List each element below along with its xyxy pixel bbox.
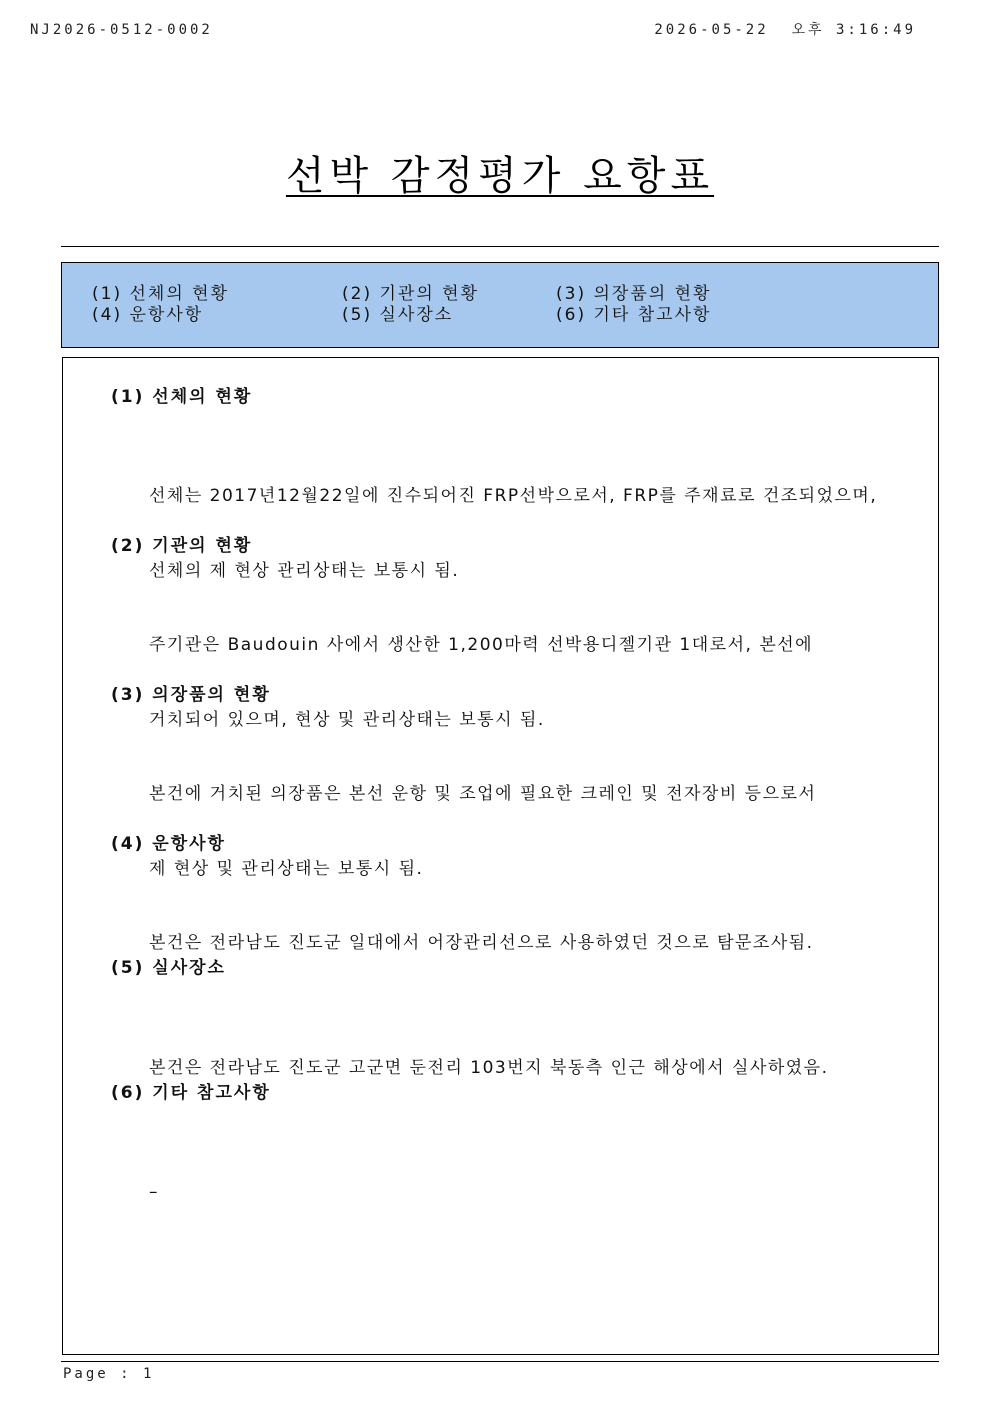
section-heading-engine: (2) 기관의 현황 (111, 536, 253, 556)
body-line: – (149, 1182, 159, 1202)
section-body-other-notes (149, 1130, 909, 1255)
toc-item-inspection-site[interactable]: (5) 실사장소 (342, 305, 454, 325)
page-title: 선박 감정평가 요항표 (285, 153, 715, 199)
toc-item-engine[interactable]: (2) 기관의 현황 (342, 284, 479, 304)
section-heading-other-notes: (6) 기타 참고사항 (111, 1083, 271, 1103)
section-heading-inspection-site: (5) 실사장소 (111, 958, 226, 978)
content-box (62, 357, 939, 1355)
section-body-operation (149, 881, 909, 1006)
body-line: 본건은 전라남도 진도군 일대에서 어장관리선으로 사용하였던 것으로 탐문조사됨. (149, 933, 814, 953)
toc-item-operation[interactable]: (4) 운항사항 (92, 305, 204, 325)
body-line: 선체의 제 현상 관리상태는 보통시 됨. (149, 561, 460, 581)
section-heading-operation: (4) 운항사항 (111, 834, 226, 854)
table-of-contents (61, 262, 939, 348)
body-line: 주기관은 Baudouin 사에서 생산한 1,200마력 선박용디젤기관 1대로서, 본선에 (149, 635, 814, 655)
section-heading-hull: (1) 선체의 현황 (111, 387, 253, 407)
body-line: 본건에 거치된 의장품은 본선 운항 및 조업에 필요한 크레인 및 전자장비 등으로서 (149, 784, 817, 804)
section-heading-equipment: (3) 의장품의 현황 (111, 685, 271, 705)
body-line: 선체는 2017년12월22일에 진수되어진 FRP선박으로서, FRP를 주재료로 건조되었으며, (149, 486, 878, 506)
header-divider (61, 246, 939, 247)
body-line: 본건은 전라남도 진도군 고군면 둔전리 103번지 북동측 인근 해상에서 실사하였음. (149, 1058, 829, 1078)
print-timestamp: 2026-05-22 오후 3:16:49 (654, 22, 916, 38)
body-line: 거치되어 있으며, 현상 및 관리상태는 보통시 됨. (149, 710, 545, 730)
section-body-inspection-site (149, 1006, 909, 1131)
toc-item-other-notes[interactable]: (6) 기타 참고사항 (556, 305, 712, 325)
body-line: 제 현상 및 관리상태는 보통시 됨. (149, 859, 424, 879)
document-code: NJ2026-0512-0002 (30, 22, 213, 38)
toc-item-equipment[interactable]: (3) 의장품의 현황 (556, 284, 712, 304)
footer-divider (61, 1361, 939, 1362)
page-number: Page : 1 (63, 1366, 155, 1382)
toc-item-hull[interactable]: (1) 선체의 현황 (92, 284, 229, 304)
